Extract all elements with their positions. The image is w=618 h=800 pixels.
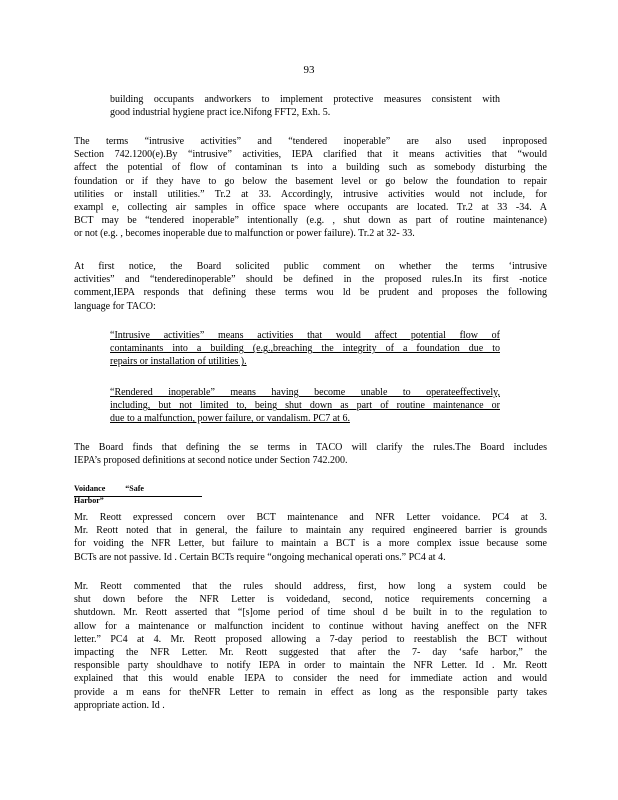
text-line: contaminants into a building (e.g.,breaching the integrity of a foundation due to [110, 343, 500, 355]
heading-word-voidance: Voidance [74, 484, 106, 493]
text-line: including, but not limited to, being shut down as part of routine maintenance or [110, 400, 500, 412]
page-number: 93 [303, 64, 315, 76]
text-line: appropriate action. Id . [74, 699, 165, 711]
text-line: The terms “intrusive activities” and “tendered inoperable” are also used inproposed [74, 136, 547, 147]
text-line: foundation or if they have to go below the basement level or go below the foundation to repair [74, 175, 547, 187]
text-line: good industrial hygiene pract ice.Nifong FFT2, Exh. 5. [110, 107, 331, 119]
text-line: At first notice, the Board solicited public comment on whether the terms ‘intrusive [74, 261, 547, 272]
text-line: IEPA’s proposed definitions at second notice under Section 742.200. [74, 455, 348, 467]
text-line: Mr. Reott expressed concern over BCT maintenance and NFR Letter voidance. PC4 at 3. [74, 512, 547, 523]
text-line: building occupants andworkers to implement protective measures consistent with [110, 94, 500, 105]
text-line: repairs or installation of utilities ). [110, 356, 247, 368]
section-heading [74, 483, 202, 505]
text-line: letter.” PC4 at 4. Mr. Reott proposed allowing a 7-day period to reestablish the BCT without [74, 633, 547, 645]
text-line: “Rendered inoperable” means having become unable to operateeffectively, [110, 387, 500, 398]
text-line: affect the potential of flow of contaminan ts into a building such as somebody disturbing the [74, 162, 547, 174]
text-line: shut down before the NFR Letter is voidedand, second, notice requirements concerning a [74, 594, 547, 606]
text-line: provide a m eans for theNFR Letter to remain in effect as long as the responsible party takes [74, 686, 547, 698]
paragraph-first-notice [74, 260, 547, 313]
text-line: activities” and “tenderedinoperable” should be defined in the proposed rules.In its first -notice [74, 274, 547, 286]
text-line: exampl e, collecting air samples in office space where occupants are located. Tr.2 at 33 -34. A [74, 202, 547, 214]
text-line: comment,IEPA responds that defining these terms wou ld be prudent and proposes the following [74, 287, 547, 299]
text-line: The Board finds that defining the se terms in TACO will clarify the rules.The Board includes [74, 442, 547, 453]
paragraph-occupants [110, 93, 500, 119]
text-line: or not (e.g. , becomes inoperable due to malfunction or power failure). Tr.2 at 32- 33. [74, 228, 415, 240]
text-line: due to a malfunction, power failure, or vandalism. PC7 at 6. [110, 413, 350, 425]
text-line: shutdown. Mr. Reott asserted that “[s]ome period of time shoul d be built in to the regulation to [74, 607, 547, 619]
text-line: utilities or install utilities.” Tr.2 at 33. Accordingly, intrusive activities would not include, for [74, 188, 547, 200]
text-line: language for TACO: [74, 300, 156, 312]
text-line: explained that this would enable IEPA to consider the need for immediate action and would [74, 673, 547, 685]
text-line: Mr. Reott commented that the rules should address, first, how long a system could be [74, 581, 547, 592]
text-line: BCT may be “tendered inoperable” intentionally (e.g. , shut down as part of routine maintenance) [74, 215, 547, 227]
text-line: BCTs are not passive. Id . Certain BCTs require “ongoing mechanical operati ons.” PC4 at 4. [74, 551, 446, 563]
text-line: impacting the NFR Letter. Mr. Reott suggested that after the 7- day ‘safe harbor,” the [74, 647, 547, 659]
text-line: responsible party shouldhave to notify IEPA in order to maintain the NFR Letter. Id . Mr. Reott [74, 660, 547, 672]
paragraph-board-finds [74, 441, 547, 467]
text-line: Mr. Reott noted that in general, the failure to maintain any required engineered barrier is grounds [74, 525, 547, 537]
paragraph-terms [74, 135, 547, 241]
heading-word-safe: “Safe [125, 484, 144, 493]
text-line: allow for a maintenance or malfunction incident to continue without having aneffect on the NFR [74, 620, 547, 632]
heading-word-harbor: Harbor” [74, 496, 104, 505]
paragraph-reott-concern [74, 511, 547, 564]
definition-rendered-inoperable [110, 386, 500, 426]
text-line: “Intrusive activities” means activities that would affect potential flow of [110, 330, 500, 341]
text-line: Section 742.1200(e).By “intrusive” activities, IEPA clarified that it means activities that “would [74, 149, 547, 161]
paragraph-reott-commented [74, 580, 547, 712]
definition-intrusive-activities [110, 329, 500, 369]
text-line: for voiding the NFR Letter, but failure to maintain a BCT is a more complex issue because some [74, 538, 547, 550]
